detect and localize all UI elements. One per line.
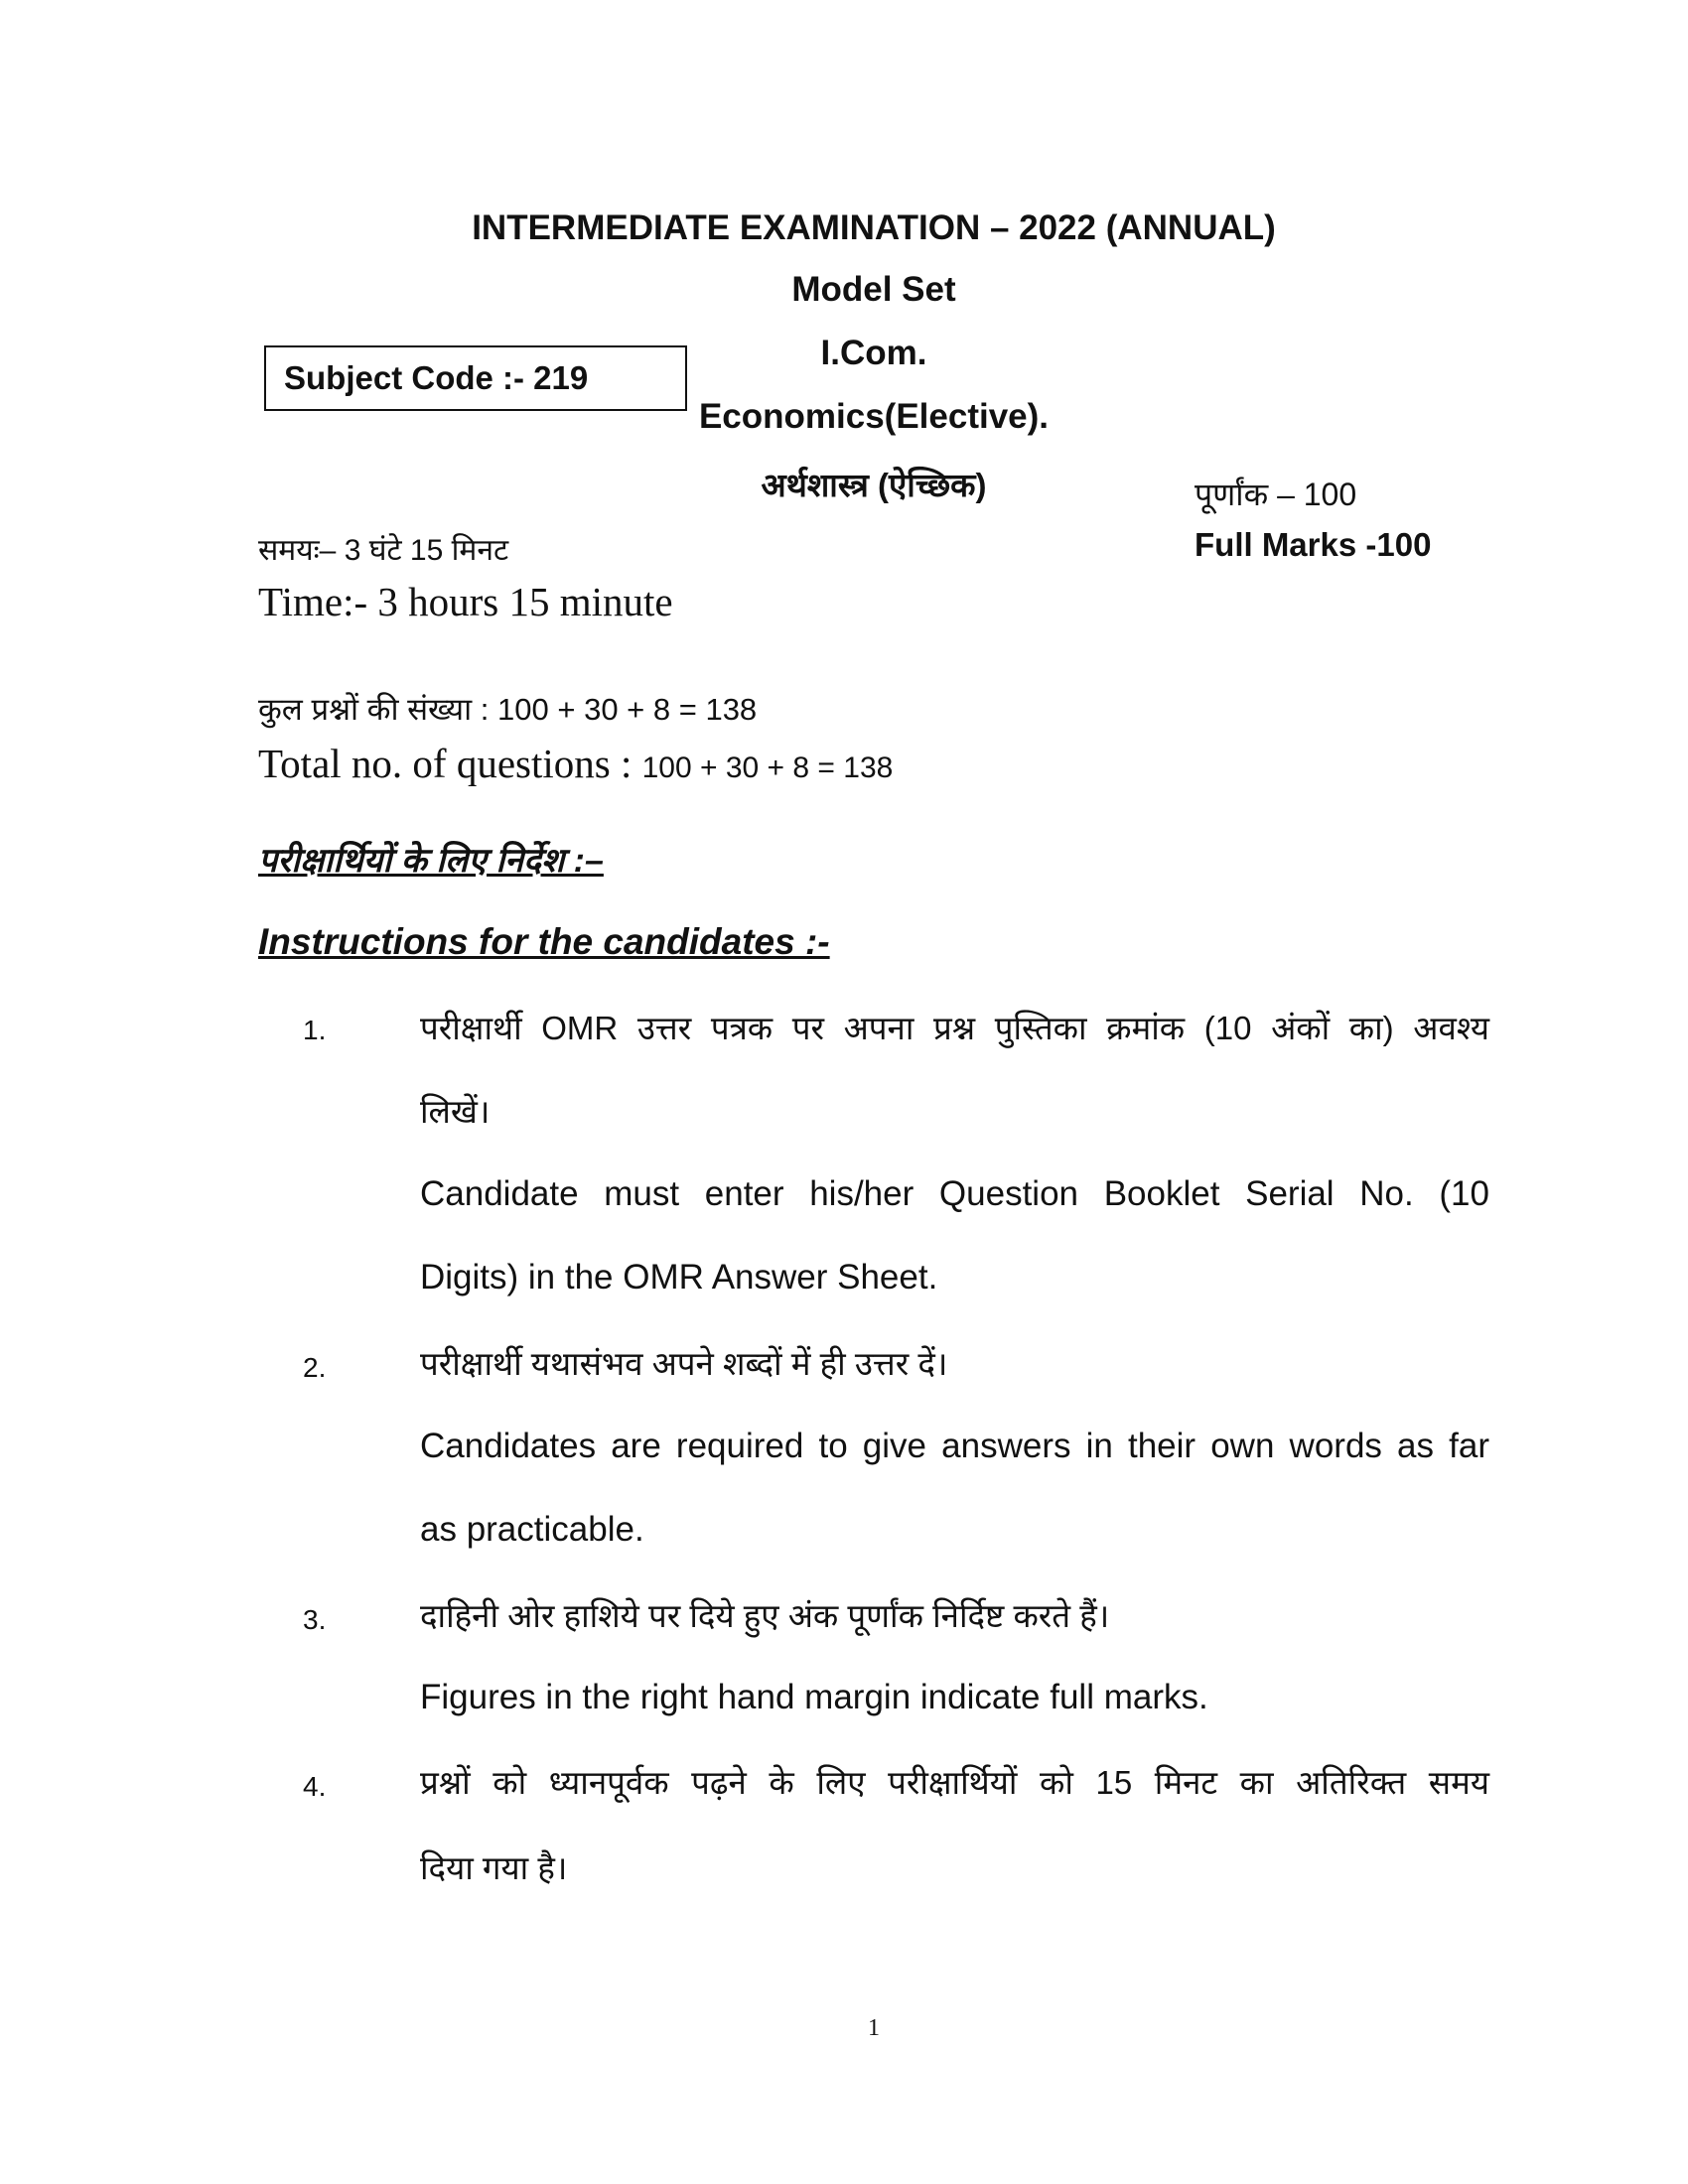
- subject-title-hindi: अर्थशास्त्र (ऐच्छिक): [761, 467, 987, 503]
- stream-label: I.Com.: [820, 334, 927, 372]
- instructions-heading-english: Instructions for the candidates :-: [258, 921, 830, 962]
- instruction-3-english-line-1: Figures in the right hand margin indicate full marks.: [420, 1678, 1208, 1716]
- model-set-label: Model Set: [791, 270, 956, 309]
- instruction-number-4: 4.: [303, 1771, 327, 1802]
- question-count-value: 100 + 30 + 8 = 138: [641, 751, 894, 784]
- page-number: 1: [868, 2015, 880, 2041]
- subject-code: Subject Code :- 219: [284, 359, 589, 396]
- full-marks-english: Full Marks -100: [1195, 526, 1432, 563]
- subject-title-english: Economics(Elective).: [698, 397, 1050, 436]
- instruction-2-english-line-2: as practicable.: [420, 1510, 644, 1549]
- instruction-2-hindi-line-1: परीक्षार्थी यथासंभव अपने शब्दों में ही उत्तर दें।: [420, 1345, 948, 1382]
- instruction-number-1: 1.: [303, 1015, 327, 1045]
- instruction-number-3: 3.: [303, 1604, 327, 1635]
- subject-code-box: [264, 345, 687, 411]
- instruction-number-2: 2.: [303, 1352, 327, 1383]
- instruction-1-hindi-line-1: परीक्षार्थी OMR उत्तर पत्रक पर अपना प्रश्न पुस्तिका क्रमांक (10 अंकों का) अवश्य: [420, 1010, 1489, 1046]
- instruction-4-hindi-line-1: प्रश्नों को ध्यानपूर्वक पढ़ने के लिए परीक्षार्थियों को 15 मिनट का अतिरिक्त समय: [420, 1764, 1489, 1801]
- time-hindi: समयः– 3 घंटे 15 मिनट: [258, 534, 509, 567]
- instruction-4-hindi-line-2: दिया गया है।: [420, 1849, 568, 1886]
- time-english: Time:- 3 hours 15 minute: [258, 579, 673, 624]
- question-count-english: [258, 740, 893, 787]
- instruction-1-hindi-line-2: लिखें।: [420, 1093, 491, 1130]
- instruction-3-hindi-line-1: दाहिनी ओर हाशिये पर दिये हुए अंक पूर्णांक निर्दिष्ट करते हैं।: [420, 1597, 1110, 1634]
- full-marks-hindi: पूर्णांक – 100: [1195, 477, 1357, 512]
- exam-title: INTERMEDIATE EXAMINATION – 2022 (ANNUAL): [472, 208, 1276, 247]
- instruction-1-english-line-2: Digits) in the OMR Answer Sheet.: [420, 1258, 938, 1297]
- question-count-label: Total no. of questions :: [258, 741, 642, 786]
- instruction-2-english-line-1: Candidates are required to give answers in their own words as far: [420, 1427, 1489, 1465]
- instruction-1-english-line-1: Candidate must enter his/her Question Booklet Serial No. (10: [420, 1174, 1489, 1213]
- question-count-hindi: कुल प्रश्नों की संख्या : 100 + 30 + 8 = 138: [258, 692, 758, 727]
- instructions-heading-hindi: परीक्षार्थियों के लिए निर्देश :–: [258, 842, 604, 880]
